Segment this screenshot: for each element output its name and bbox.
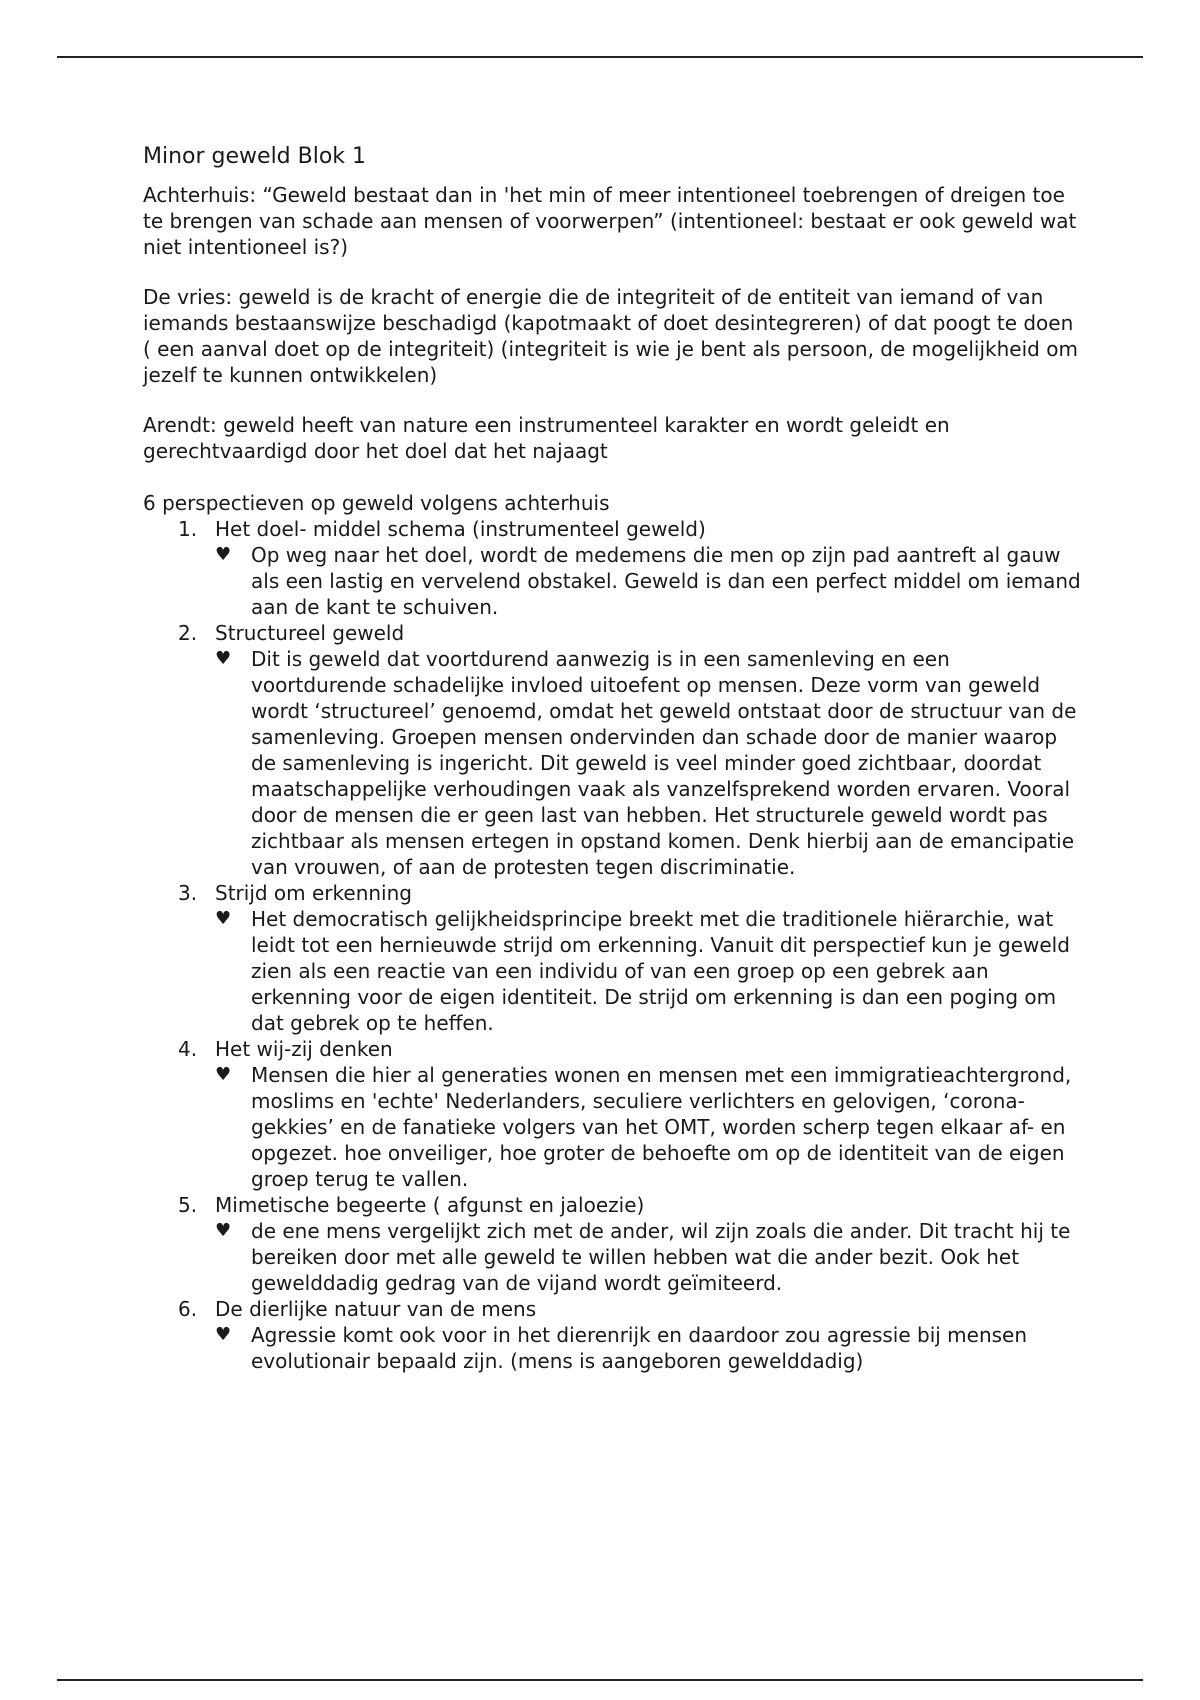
item-title: Het doel- middel schema (instrumenteel geweld) [215,517,706,541]
bullet-text: Dit is geweld dat voortdurend aanwezig is in een samenleving en een voortdurende schadelijke invloed uitoefent op mensen. Deze vorm van geweld wordt ‘structureel’ genoemd, omdat het geweld ontstaat door de structuur van de samenleving. Groepen mensen ondervinden dan schade door de manier waarop de samenleving is ingericht. Dit geweld is veel minder goed zichtbaar, doordat maatschappelijke verhoudingen vaak als vanzelfsprekend worden ervaren. Vooral door de mensen die er geen last van hebben. Het structurele geweld wordt pas zichtbaar als mensen ertegen in opstand komen. Denk hierbij aan de emancipatie van vrouwen, of aan de protesten tegen discriminatie. [251,647,1077,879]
item-number: 3. [178,881,198,905]
item-number: 6. [178,1297,198,1321]
paragraph-arendt: Arendt: geweld heeft van nature een instrumenteel karakter en wordt geleidt en gerechtvaardigd door het doel dat het najaagt [143,413,950,463]
heart-bullet-icon: ♥ [215,1064,232,1085]
paragraph-achterhuis: Achterhuis: “Geweld bestaat dan in 'het min of meer intentioneel toebrengen of dreigen toe te brengen van schade aan mensen of voorwerpen” (intentioneel: bestaat er ook geweld wat niet intentioneel is?) [143,183,1077,259]
item-title: Structureel geweld [215,621,405,645]
sub-bullets [215,906,1083,1036]
bullet-item [215,646,1083,880]
bullet-text: de ene mens vergelijkt zich met de ander, wil zijn zoals die ander. Dit tracht hij te bereiken door met alle geweld te willen hebben wat die ander bezit. Ook het gewelddadig gedrag van de vijand wordt geïmiteerd. [251,1219,1071,1295]
sub-bullets [215,1322,1083,1374]
item-number: 4. [178,1037,198,1061]
document-body [143,142,1083,1374]
footer-rule [57,1679,1143,1681]
bullet-item [215,1218,1083,1296]
item-title: Mimetische begeerte ( afgunst en jaloezie) [215,1193,645,1217]
bullet-text: Mensen die hier al generaties wonen en mensen met een immigratieachtergrond, moslims en 'echte' Nederlanders, seculiere verlichters en gelovigen, ‘corona-gekkies’ en de fanatieke volgers van het OMT, worden scherp tegen elkaar af- en opgezet. hoe onveiliger, hoe groter de behoefte om op de identiteit van de eigen groep terug te vallen. [251,1063,1072,1191]
heart-bullet-icon: ♥ [215,648,232,669]
item-number: 5. [178,1193,198,1217]
item-title: Het wij-zij denken [215,1037,393,1061]
heart-bullet-icon: ♥ [215,1220,232,1241]
item-title: De dierlijke natuur van de mens [215,1297,537,1321]
list-heading: 6 perspectieven op geweld volgens achterhuis [143,491,610,515]
sub-bullets [215,1062,1083,1192]
sub-bullets [215,1218,1083,1296]
list-item [143,516,1083,620]
item-number: 1. [178,517,198,541]
bullet-text: Op weg naar het doel, wordt de medemens die men op zijn pad aantreft al gauw als een lastig en vervelend obstakel. Geweld is dan een perfect middel om iemand aan de kant te schuiven. [251,543,1081,619]
bullet-item [215,1062,1083,1192]
list-item [143,1036,1083,1192]
heart-bullet-icon: ♥ [215,908,232,929]
bullet-item [215,1322,1083,1374]
perspectives-list [143,516,1083,1374]
paragraph-de-vries: De vries: geweld is de kracht of energie die de integriteit of de entiteit van iemand of van iemands bestaanswijze beschadigd (kapotmaakt of doet desintegreren) of dat poogt te doen ( een aanval doet op de integriteit) (integriteit is wie je bent als persoon, de mogelijkheid om jezelf te kunnen ontwikkelen) [143,285,1078,387]
item-title: Strijd om erkenning [215,881,412,905]
sub-bullets [215,646,1083,880]
header-rule [57,56,1143,58]
bullet-item [215,542,1083,620]
item-number: 2. [178,621,198,645]
bullet-text: Agressie komt ook voor in het dierenrijk en daardoor zou agressie bij mensen evolutionair bepaald zijn. (mens is aangeboren gewelddadig) [251,1323,1028,1373]
bullet-item [215,906,1083,1036]
list-item [143,880,1083,1036]
heart-bullet-icon: ♥ [215,544,232,565]
list-item [143,1192,1083,1296]
document-title: Minor geweld Blok 1 [143,144,367,169]
heart-bullet-icon: ♥ [215,1324,232,1345]
bullet-text: Het democratisch gelijkheidsprincipe breekt met die traditionele hiërarchie, wat leidt tot een hernieuwde strijd om erkenning. Vanuit dit perspectief kun je geweld zien als een reactie van een individu of van een groep op een gebrek aan erkenning voor de eigen identiteit. De strijd om erkenning is dan een poging om dat gebrek op te heffen. [251,907,1070,1035]
sub-bullets [215,542,1083,620]
list-item [143,1296,1083,1374]
list-item [143,620,1083,880]
